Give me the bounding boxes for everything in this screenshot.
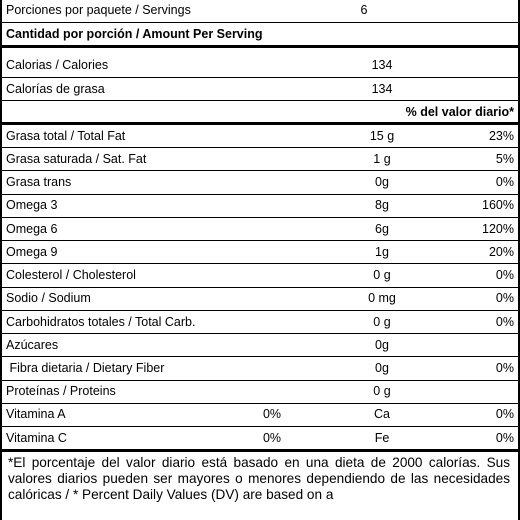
fat-calories-value: 134 xyxy=(371,81,393,96)
nutrient-amount: 8g xyxy=(375,198,389,213)
nutrient-row xyxy=(2,125,518,149)
amount-per-serving-label: Cantidad por porción / Amount Per Serving xyxy=(6,26,263,41)
nutrient-daily-value: 0% xyxy=(495,314,514,329)
nutrient-amount: 1 g xyxy=(373,151,391,166)
nutrient-daily-value: 0% xyxy=(495,291,514,306)
nutrient-amount: 0g xyxy=(375,337,389,352)
nutrient-label: Omega 9 xyxy=(6,244,58,259)
nutrient-daily-value: 20% xyxy=(488,244,514,259)
nutrient-daily-value: 0% xyxy=(495,268,514,282)
vitamin-label: Vitamina A xyxy=(6,407,66,421)
daily-value-header-row xyxy=(2,101,518,125)
nutrient-label: Colesterol / Cholesterol xyxy=(6,268,136,282)
nutrient-label: Grasa total / Total Fat xyxy=(6,128,126,143)
nutrient-daily-value: 160% xyxy=(482,198,514,213)
nutrient-daily-value: 0% xyxy=(495,175,514,189)
mineral-value: 0% xyxy=(495,430,514,445)
calories-value: 134 xyxy=(371,58,393,72)
nutrient-row xyxy=(2,311,518,335)
servings-label: Porciones por paquete / Servings xyxy=(6,3,191,17)
fat-calories-label: Calorías de grasa xyxy=(6,81,105,96)
nutrient-row xyxy=(2,287,518,311)
nutrient-row xyxy=(2,380,518,404)
vitamin-label: Vitamina C xyxy=(6,430,67,445)
nutrient-row xyxy=(2,264,518,288)
nutrient-label: Fibra dietaria / Dietary Fiber xyxy=(6,361,165,375)
nutrient-amount: 0 g xyxy=(373,384,391,399)
nutrient-daily-value: 120% xyxy=(482,221,514,236)
nutrient-row xyxy=(2,241,518,265)
nutrient-row xyxy=(2,194,518,218)
nutrient-amount: 0 mg xyxy=(368,291,396,306)
nutrient-amount: 0 g xyxy=(373,268,391,282)
nutrient-amount: 0g xyxy=(375,175,389,189)
amount-per-serving-row xyxy=(2,23,518,48)
nutrient-row xyxy=(2,334,518,358)
nutrient-label: Omega 6 xyxy=(6,221,58,236)
vitamin-value: 0% xyxy=(262,430,282,445)
calories-label: Calorias / Calories xyxy=(6,58,109,72)
daily-value-header: % del valor diario* xyxy=(405,105,514,119)
nutrient-row xyxy=(2,171,518,195)
vitamin-row xyxy=(2,427,518,452)
nutrient-amount: 0 g xyxy=(373,314,391,329)
nutrient-amount: 1g xyxy=(375,244,389,259)
nutrient-label: Azúcares xyxy=(6,337,59,352)
nutrient-label: Sodio / Sodium xyxy=(6,291,91,306)
nutrient-daily-value: 0% xyxy=(495,361,514,375)
nutrient-amount: 6g xyxy=(375,221,389,236)
nutrient-row xyxy=(2,218,518,242)
footnote: *El porcentaje del valor diario está basado en una dieta de 2000 calorías. Sus valores diarios pueden ser mayores o menores dependiendo de las necesidades calóricas / * Percent Daily Values (DV) are based on a xyxy=(8,455,510,502)
nutrient-label: Proteínas / Proteins xyxy=(6,384,116,399)
nutrient-amount: 0g xyxy=(375,361,389,375)
nutrient-row xyxy=(2,357,518,381)
nutrient-row xyxy=(2,148,518,172)
nutrient-label: Omega 3 xyxy=(6,198,58,213)
calories-row xyxy=(2,54,518,78)
nutrient-amount: 15 g xyxy=(369,128,395,143)
mineral-label: Ca xyxy=(374,407,390,421)
nutrient-label: Carbohidratos totales / Total Carb. xyxy=(6,314,196,329)
vitamin-value: 0% xyxy=(262,407,282,421)
mineral-label: Fe xyxy=(374,430,390,445)
servings-row xyxy=(2,0,518,23)
nutrient-daily-value: 5% xyxy=(495,151,514,166)
servings-value: 6 xyxy=(360,3,368,17)
vitamin-row xyxy=(2,403,518,427)
nutrient-label: Grasa trans xyxy=(6,175,72,189)
fat-calories-row xyxy=(2,78,518,102)
nutrient-daily-value: 23% xyxy=(488,128,514,143)
mineral-value: 0% xyxy=(495,407,514,421)
nutrient-label: Grasa saturada / Sat. Fat xyxy=(6,151,147,166)
